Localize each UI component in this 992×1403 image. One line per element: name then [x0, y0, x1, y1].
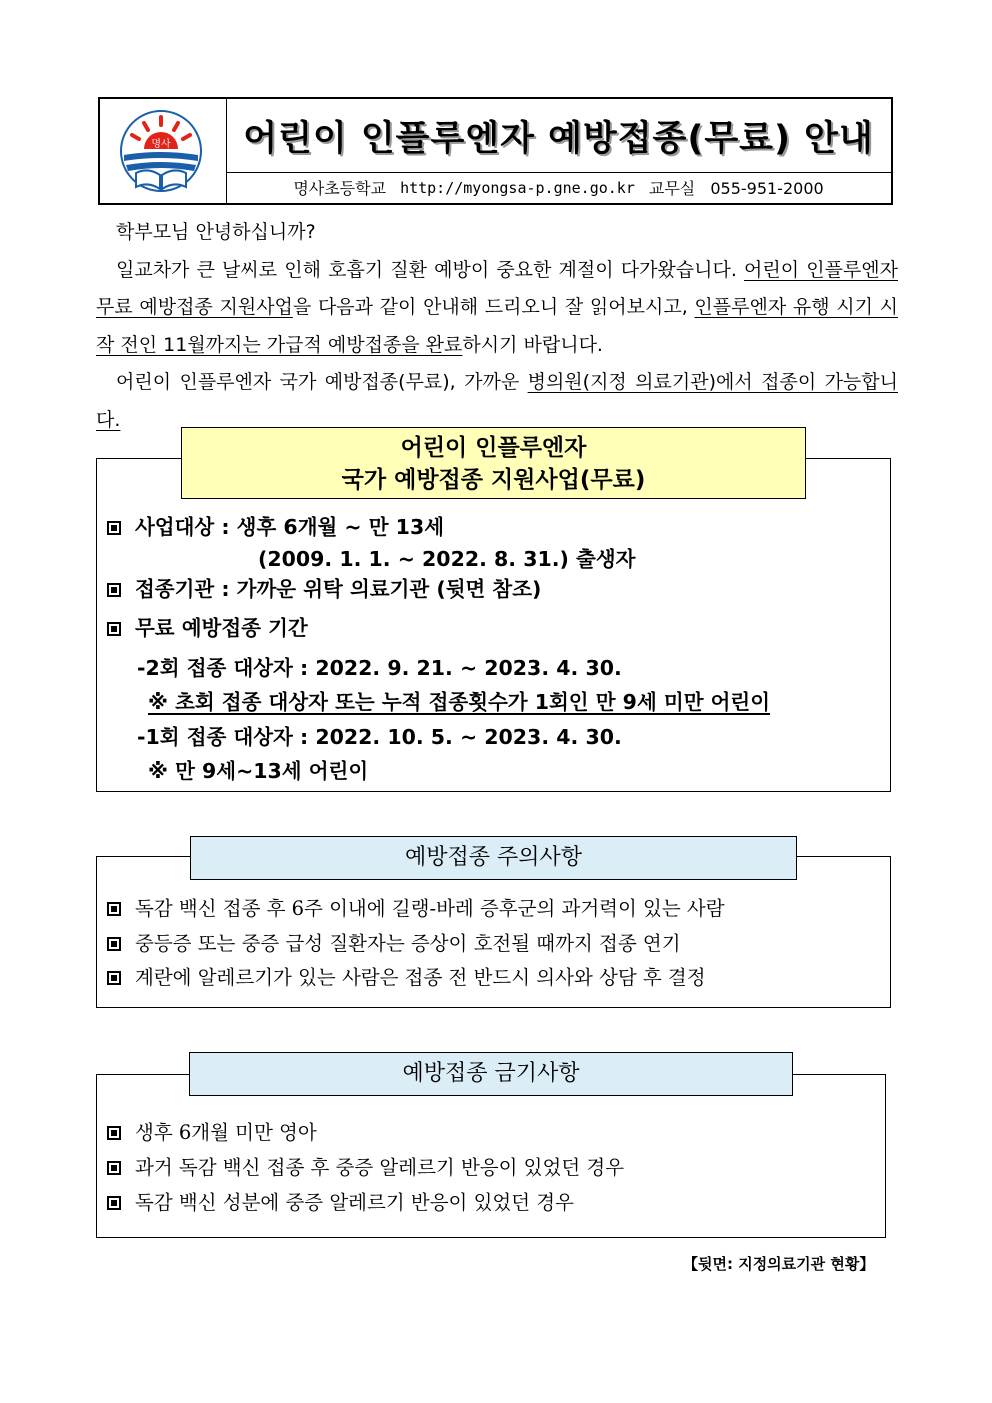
dose2-period: -2회 접종 대상자 : 2022. 9. 21. ~ 2023. 4. 30.: [137, 656, 622, 680]
program-institution: [107, 572, 541, 602]
precaution-text: 중등증 또는 중증 급성 질환자는 증상이 호전될 때까지 접종 연기: [135, 932, 681, 955]
list-item: [107, 893, 725, 921]
intro-highlight-program: 어린이 인플루엔자 무료 예방접종 지원사업: [96, 258, 898, 318]
header-table: [98, 97, 893, 205]
bullet-square-icon: [107, 622, 121, 636]
bullet-square-icon: [107, 1126, 121, 1140]
school-logo-cell: [100, 99, 227, 203]
program-title: [181, 427, 806, 499]
contraindication-text: 생후 6개월 미만 영아: [135, 1121, 317, 1144]
program-period: [107, 611, 308, 641]
bullet-square-icon: [107, 971, 121, 985]
bullet-square-icon: [107, 1196, 121, 1210]
dose1-period: -1회 접종 대상자 : 2022. 10. 5. ~ 2023. 4. 30.: [137, 725, 622, 749]
dose1-note: ※ 만 9세~13세 어린이: [148, 759, 369, 783]
intro-highlight-deadline: 인플루엔자 유행 시기 시작 전인 11월까지는 가급적 예방접종을 완료: [96, 296, 898, 356]
greeting: 학부모님 안녕하십니까?: [116, 221, 316, 243]
list-item: [107, 928, 681, 956]
program-target-text: 사업대상 : 생후 6개월 ~ 만 13세: [135, 515, 445, 539]
school-logo-icon: [100, 99, 226, 203]
title-cell: [226, 99, 891, 173]
page-title: 어린이 인플루엔자 예방접종(무료) 안내: [243, 118, 874, 159]
contraindication-text: 과거 독감 백신 접종 후 중증 알레르기 반응이 있었던 경우: [135, 1156, 625, 1179]
program-title-line1: 어린이 인플루엔자: [400, 435, 587, 461]
school-info: [226, 172, 891, 203]
list-item: [107, 1117, 317, 1145]
intro-location-highlight: 병의원(지정 의료기관)에서 접종이 가능합니다.: [96, 371, 898, 431]
logo-text: 명사: [151, 139, 171, 150]
contraindication-text: 독감 백신 성분에 중증 알레르기 반응이 있었던 경우: [135, 1191, 574, 1214]
intro-text-a: 일교차가 큰 날씨로 인해 호흡기 질환 예방이 중요한 계절이 다가왔습니다.: [116, 258, 745, 281]
contraindications-title: 예방접종 금기사항: [189, 1052, 793, 1096]
program-period-text: 무료 예방접종 기간: [135, 616, 308, 640]
bullet-square-icon: [107, 583, 121, 597]
bullet-square-icon: [107, 521, 121, 535]
precaution-text: 독감 백신 접종 후 6주 이내에 길랭-바레 증후군의 과거력이 있는 사람: [135, 897, 725, 920]
office-phone: 교무실 055-951-2000: [648, 179, 824, 198]
bullet-square-icon: [107, 1161, 121, 1175]
intro-text-c: 을 다음과 같이 안내해 드리오니 잘 읽어보시고,: [292, 296, 695, 318]
bullet-square-icon: [107, 902, 121, 916]
list-item: [107, 1152, 624, 1180]
precautions-title: 예방접종 주의사항: [190, 836, 797, 880]
list-item: [107, 1187, 574, 1215]
school-url[interactable]: http://myongsa-p.gne.go.kr: [400, 178, 635, 197]
bullet-square-icon: [107, 937, 121, 951]
intro-text-e: 하시기 바랍니다.: [462, 333, 603, 356]
dose2-note: ※ 초회 접종 대상자 또는 누적 접종횟수가 1회인 만 9세 미만 어린이: [148, 690, 771, 714]
program-target-range: (2009. 1. 1. ~ 2022. 8. 31.) 출생자: [258, 547, 636, 571]
school-name: 명사초등학교: [293, 179, 387, 198]
intro-text: [96, 214, 898, 439]
intro-location-a: 어린이 인플루엔자 국가 예방접종(무료), 가까운: [116, 371, 528, 393]
intro-paragraph: [96, 252, 898, 365]
footer-note: 【뒷면: 지정의료기관 현황】: [683, 1255, 875, 1273]
program-institution-text: 접종기관 : 가까운 위탁 의료기관 (뒷면 참조): [135, 577, 542, 601]
precaution-text: 계란에 알레르기가 있는 사람은 접종 전 반드시 의사와 상담 후 결정: [135, 966, 706, 989]
program-title-line2: 국가 예방접종 지원사업(무료): [341, 467, 646, 493]
program-target: [107, 510, 444, 540]
list-item: [107, 962, 706, 990]
